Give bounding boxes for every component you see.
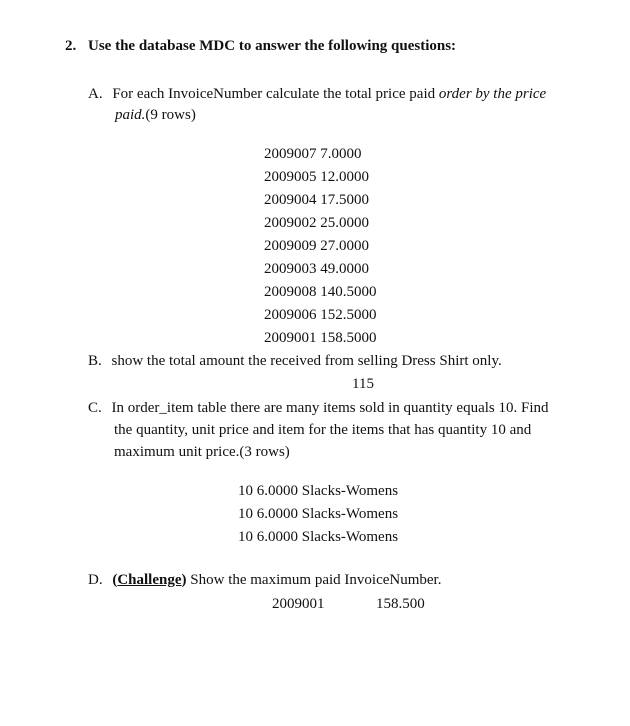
part-a-line2 — [115, 104, 196, 127]
part-a-text: For each InvoiceNumber calculate the total price paid — [112, 86, 436, 102]
part-a-line2-rest: (9 rows) — [145, 107, 196, 123]
part-a-row: 2009008 140.5000 — [264, 284, 377, 300]
part-d-open-paren: ( — [112, 572, 118, 588]
part-c-row: 10 6.0000 Slacks-Womens — [238, 506, 399, 522]
part-a-row: 2009004 17.5000 — [264, 192, 369, 208]
part-a-italic: order by the price — [438, 86, 547, 102]
part-b-line — [88, 350, 502, 373]
part-d-text: Show the maximum paid InvoiceNumber. — [190, 572, 442, 588]
part-a-line1 — [88, 83, 546, 106]
part-d-challenge-word: Challenge — [117, 572, 182, 588]
part-a-row: 2009001 158.5000 — [264, 330, 377, 346]
part-c-row: 10 6.0000 Slacks-Womens — [238, 483, 399, 499]
part-a-row: 2009007 7.0000 — [264, 146, 362, 162]
part-a-row: 2009002 25.0000 — [264, 215, 369, 231]
part-c-line2: the quantity, unit price and item for the items that has quantity 10 and — [114, 422, 532, 438]
part-d-answer-invoice: 2009001 — [272, 596, 325, 612]
part-d-letter: D. — [88, 572, 103, 588]
part-d-challenge — [112, 572, 186, 588]
part-d-line — [88, 569, 441, 592]
part-a-row: 2009005 12.0000 — [264, 169, 369, 185]
part-c-letter: C. — [88, 400, 102, 416]
part-c-line1 — [88, 397, 549, 420]
part-c-text1: In order_item table there are many items sold in quantity equals 10. Find — [111, 400, 549, 416]
part-d-close-paren: ) — [181, 572, 187, 588]
part-c-line3: maximum unit price.(3 rows) — [114, 444, 290, 460]
part-b-text: show the total amount the received from selling Dress Shirt only. — [111, 353, 502, 369]
part-a-row: 2009006 152.5000 — [264, 307, 377, 323]
question-number: 2. — [65, 38, 77, 54]
question-heading — [65, 35, 456, 58]
part-c-row: 10 6.0000 Slacks-Womens — [238, 529, 399, 545]
question-title: Use the database MDC to answer the following questions: — [88, 38, 457, 54]
part-a-line2-italic: paid. — [115, 107, 146, 123]
part-a-row: 2009003 49.0000 — [264, 261, 369, 277]
part-b-letter: B. — [88, 353, 102, 369]
part-a-row: 2009009 27.0000 — [264, 238, 369, 254]
part-b-answer: 115 — [352, 376, 374, 392]
part-d-answer-amount: 158.500 — [376, 596, 425, 612]
part-a-letter: A. — [88, 86, 103, 102]
